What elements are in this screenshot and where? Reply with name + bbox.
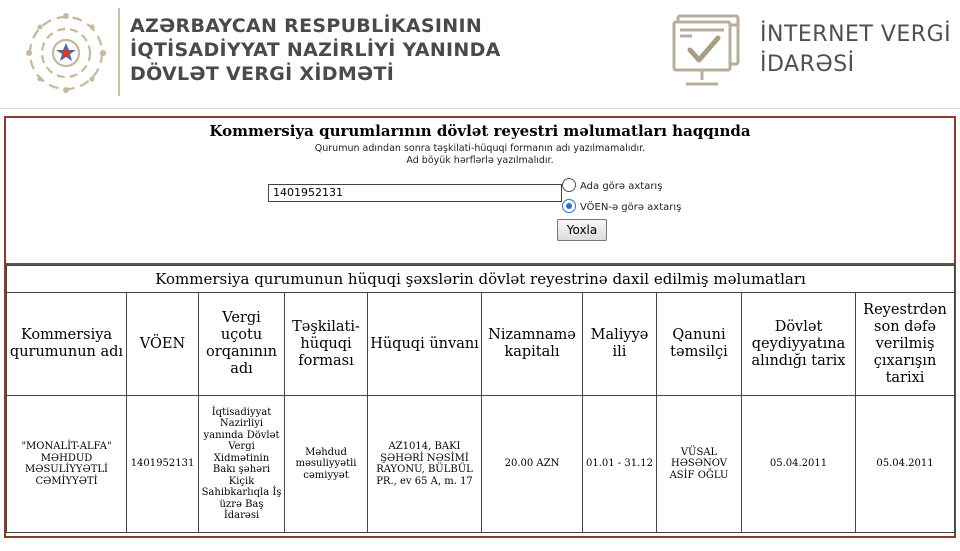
state-tax-service-emblem-icon: [24, 11, 108, 95]
hint-text-2: Ad böyük hərflərlə yazılmalıdır.: [406, 155, 554, 166]
ministry-line-1: AZƏRBAYCAN RESPUBLİKASININ: [130, 15, 483, 37]
column-header-legal-representative: Qanuni təmsilçi: [657, 293, 742, 396]
column-header-fiscal-year: Maliyyə ili: [583, 293, 657, 396]
ministry-line-3: DÖVLƏT VERGİ XİDMƏTİ: [130, 63, 395, 85]
cell-extract-date: 05.04.2011: [856, 396, 955, 533]
cell-company-name: "MONALİT-ALFA" MƏHDUD MƏSULİYYƏTLİ CƏMİYYƏTİ: [7, 396, 127, 533]
check-button[interactable]: Yoxla: [557, 219, 607, 241]
search-by-voen-radio[interactable]: [562, 199, 576, 213]
search-form: [6, 118, 954, 263]
search-by-voen-label[interactable]: VÖEN-ə görə axtarış: [580, 202, 682, 213]
cell-charter-capital: 20.00 AZN: [482, 396, 583, 533]
column-header-charter-capital: Nizamnamə kapitalı: [482, 293, 583, 396]
cell-tax-authority: İqtisadiyyat Nazirliyi yanında Dövlət Vergi Xidmətinin Bakı şəhəri Kiçik Sahibkarlıqla İş üzrə Baş İdarəsi: [199, 396, 285, 533]
portal-line-2: İDARƏSİ: [760, 52, 855, 77]
table-row: [7, 396, 955, 533]
column-header-legal-address: Hüquqi ünvanı: [368, 293, 482, 396]
cell-legal-address: AZ1014, BAKI ŞƏHƏRİ NƏSİMİ RAYONU, BÜLBÜL PR., ev 65 A, m. 17: [368, 396, 482, 533]
computer-checkmark-icon: [672, 12, 744, 90]
column-header-legal-form: Təşkilati-hüquqi forması: [285, 293, 368, 396]
result-table: [6, 265, 955, 533]
cell-legal-representative: VÜSAL HƏSƏNOV ASİF OĞLU: [657, 396, 742, 533]
ministry-title: [130, 14, 501, 86]
portal-line-1: İNTERNET VERGİ: [760, 22, 952, 47]
column-header-tax-authority: Vergi uçotu orqanının adı: [199, 293, 285, 396]
internet-tax-office-title: [760, 20, 951, 80]
table-header-row: [7, 293, 955, 396]
ministry-line-2: İQTİSADİYYAT NAZİRLİYİ YANINDA: [130, 39, 501, 61]
header-divider: [118, 8, 120, 96]
cell-fiscal-year: 01.01 - 31.12: [583, 396, 657, 533]
result-table-section: [6, 263, 954, 538]
cell-legal-form: Məhdud məsuliyyətli cəmiyyət: [285, 396, 368, 533]
hint-text-1: Qurumun adından sonra təşkilati-hüquqi formanın adı yazılmamalıdır.: [314, 143, 646, 154]
cell-voen: 1401952131: [127, 396, 199, 533]
site-header: [0, 0, 960, 108]
search-by-name-label[interactable]: Ada görə axtarış: [580, 181, 663, 192]
column-header-extract-date: Reyestrdən son dəfə verilmiş çıxarışın tarixi: [856, 293, 955, 396]
header-bottom-line: [0, 108, 960, 109]
page-title: Kommersiya qurumlarının dövlət reyestri məlumatları haqqında: [209, 122, 751, 140]
search-by-name-radio[interactable]: [562, 178, 576, 192]
registry-panel: [4, 116, 956, 538]
cell-registration-date: 05.04.2011: [742, 396, 856, 533]
column-header-voen: VÖEN: [127, 293, 199, 396]
search-input[interactable]: 1401952131: [268, 184, 562, 202]
column-header-company-name: Kommersiya qurumunun adı: [7, 293, 127, 396]
table-caption: Kommersiya qurumunun hüquqi şəxslərin dövlət reyestrinə daxil edilmiş məlumatları: [7, 266, 955, 293]
column-header-registration-date: Dövlət qeydiyyatına alındığı tarix: [742, 293, 856, 396]
